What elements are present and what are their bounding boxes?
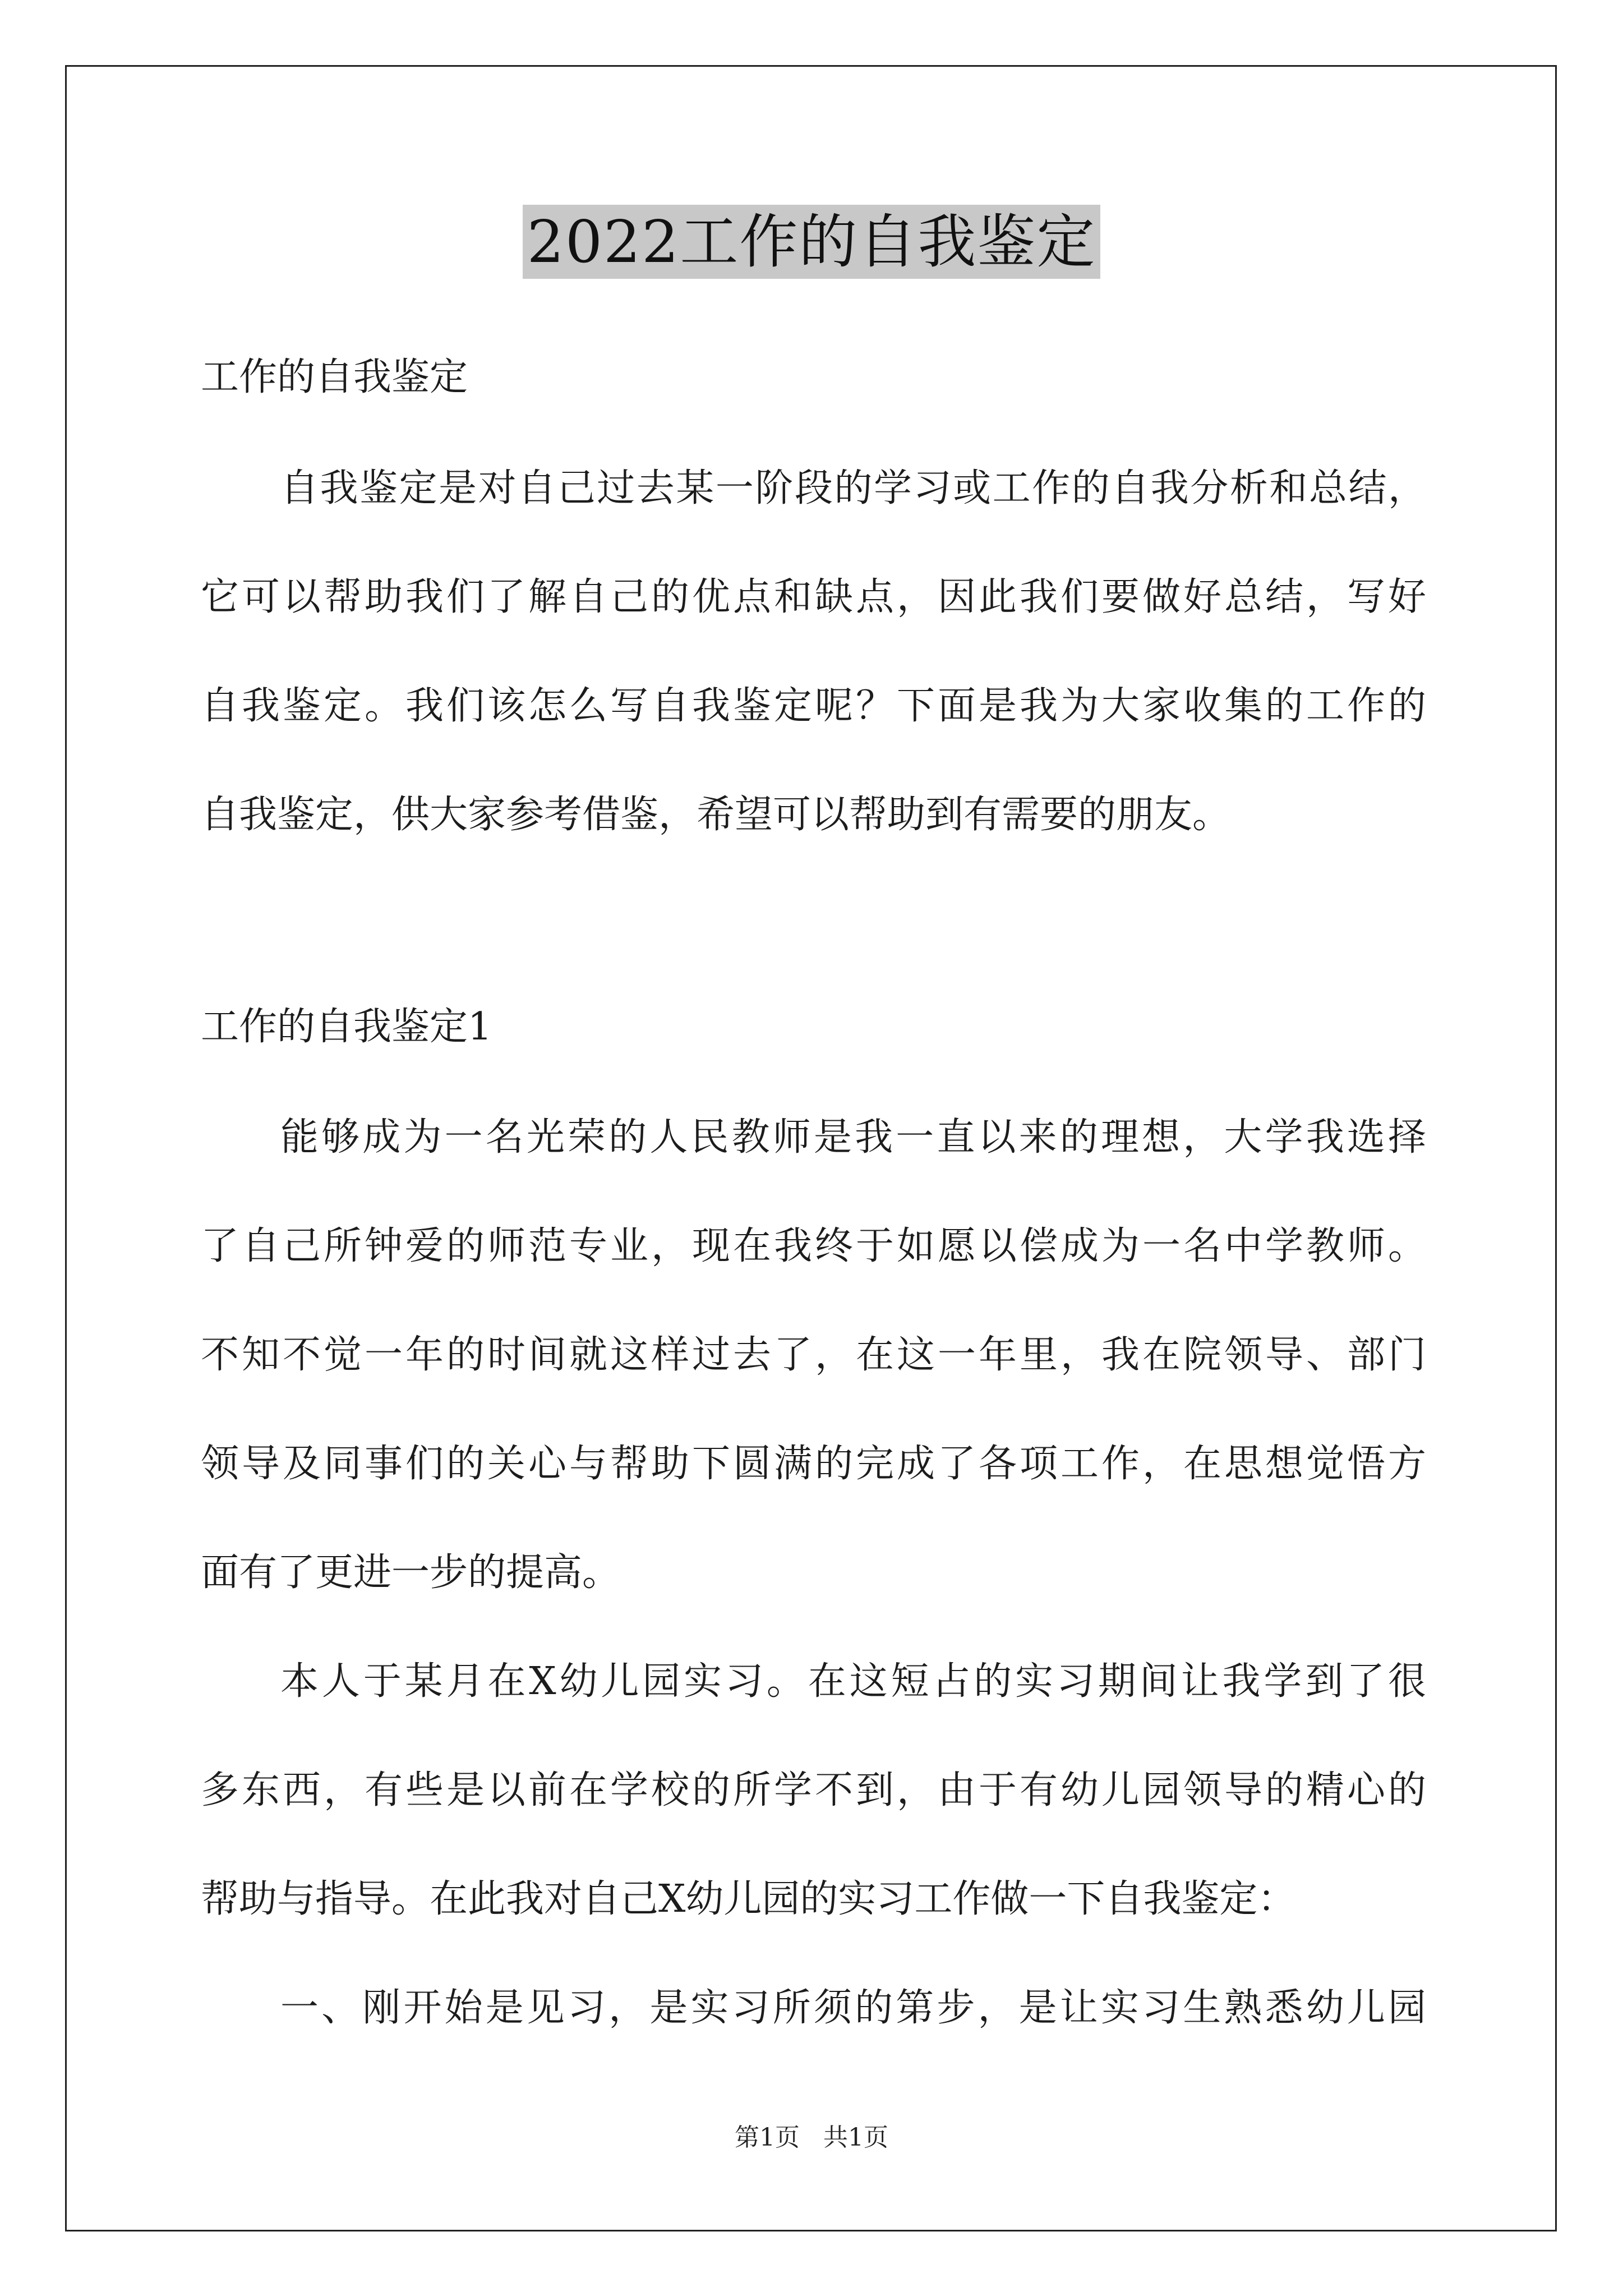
page-total: 共1页 [823,2123,888,2152]
paragraph-line: 了自己所钟爱的师范专业，现在我终于如愿以偿成为一名中学教师。 [201,1224,1426,1268]
section-heading: 工作的自我鉴定1 [201,1005,492,1049]
paragraph-line: 帮助与指导。在此我对自己X幼儿园的实习工作做一下自我鉴定： [201,1877,1296,1921]
title-block [0,205,1623,279]
intro-line: 自我鉴定，供大家参考借鉴，希望可以帮助到有需要的朋友。 [201,793,1231,837]
paragraph-line: 能够成为一名光荣的人民教师是我一直以来的理想，大学我选择 [280,1115,1426,1159]
intro-line: 它可以帮助我们了解自己的优点和缺点，因此我们要做好总结，写好 [201,575,1426,619]
intro-line: 自我鉴定是对自己过去某一阶段的学习或工作的自我分析和总结， [280,466,1426,510]
paragraph-line: 领导及同事们的关心与帮助下圆满的完成了各项工作，在思想觉悟方 [201,1442,1426,1486]
paragraph-line: 一、刚开始是见习，是实习所须的第步，是让实习生熟悉幼儿园 [280,1986,1426,2030]
page-footer [0,2122,1623,2154]
paragraph-line: 面有了更进一步的提高。 [201,1550,621,1595]
paragraph-line: 不知不觉一年的时间就这样过去了，在这一年里，我在院领导、部门 [201,1333,1426,1377]
paragraph-line: 本人于某月在X幼儿园实习。在这短占的实习期间让我学到了很 [280,1659,1426,1704]
page-number: 第1页 [735,2123,800,2152]
paragraph-line: 多东西，有些是以前在学校的所学不到，由于有幼儿园领导的精心的 [201,1768,1426,1812]
document-title: 2022工作的自我鉴定 [523,205,1101,279]
intro-heading: 工作的自我鉴定 [201,355,468,399]
intro-line: 自我鉴定。我们该怎么写自我鉴定呢？下面是我为大家收集的工作的 [201,684,1426,728]
